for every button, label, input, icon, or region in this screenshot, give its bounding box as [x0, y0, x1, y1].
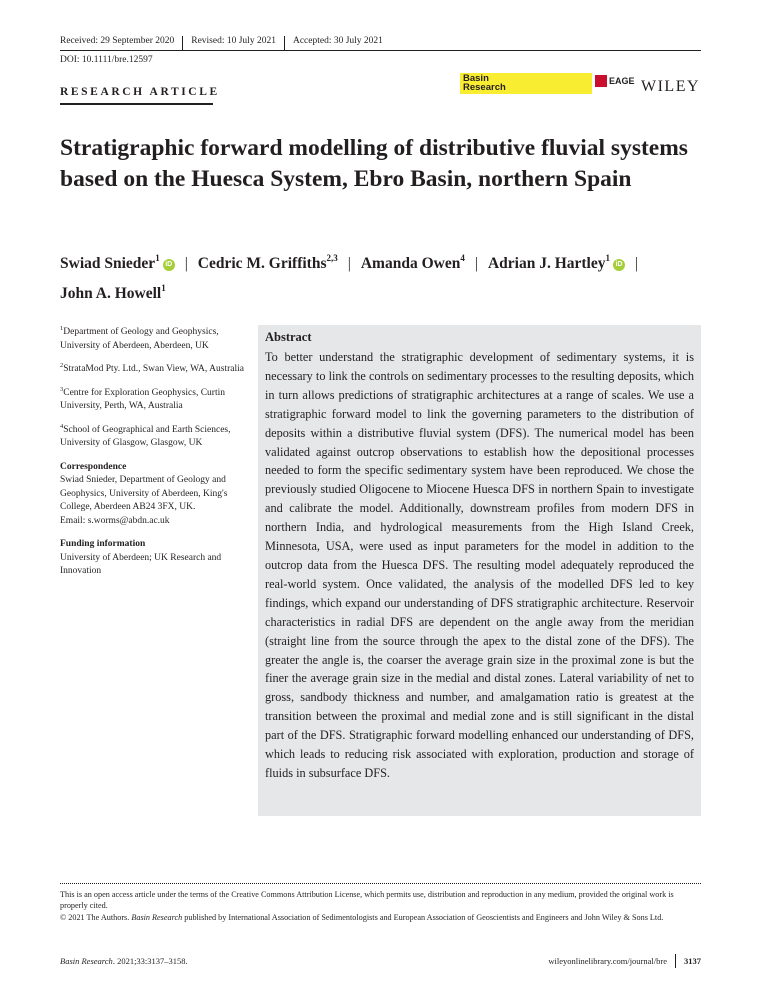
divider — [182, 36, 183, 50]
copyright-text: © 2021 The Authors. Basin Research published by International Association of Sedimentologists and European Association of Geoscientists and Engineers and John Wiley & Sons Ltd. — [60, 913, 664, 922]
email-link[interactable]: Email: s.worms@abdn.ac.uk — [60, 515, 170, 526]
article-dates — [60, 36, 383, 50]
license-note — [60, 889, 701, 924]
footnote-rule — [60, 883, 701, 884]
author[interactable]: Swiad Snieder$^1$iD — [60, 255, 175, 272]
journal-logo-text: Basin Research — [463, 73, 506, 93]
article-type-rule — [60, 103, 213, 105]
affiliation: $^1$Department of Geology and Geophysics, University of Aberdeen, Aberdeen, UK — [60, 325, 219, 351]
abstract-heading: Abstract — [265, 330, 312, 344]
page-footer — [60, 954, 701, 968]
correspondence-heading: Correspondence — [60, 461, 127, 472]
author[interactable]: John A. Howell$^1$ — [60, 283, 166, 302]
header-rule — [60, 50, 701, 51]
eage-logo — [595, 75, 635, 87]
article-type: RESEARCH ARTICLE — [60, 86, 220, 98]
affiliation: $^2$StrataMod Pty. Ltd., Swan View, WA, Australia — [60, 362, 244, 374]
orcid-icon[interactable]: iD — [163, 259, 175, 271]
affiliation: $^3$Centre for Exploration Geophysics, Curtin University, Perth, WA, Australia — [60, 385, 225, 411]
author-list — [60, 246, 710, 306]
author[interactable]: Adrian J. Hartley$^1$iD — [488, 255, 625, 272]
abstract-text: To better understand the stratigraphic development of sedimentary systems, it is necessary to link the controls on sedimentary processes to the resulting deposits, which in turn allows predictions of stratigraphic architectures at a range of scales. We use a stratigraphic forward model to link the governing parameters to the distribution of deposits within a distributive fluvial system (DFS). The numerical model has been validated against outcrop observations to establish how the depositional processes needed to form the specific sedimentary system have been reproduced. We chose the previously studied Oligocene to Miocene Huesca DFS in northern Spain to investigate and calibrate the model. Additionally, downstream profiles from modern DFS in northern India, and hydrological measurements from the High Island Creek, Minnesota, USA, were used as input parameters for the model in addition to the outcrop data from the Huesca DFS. The resulting model adequately reproduced the real-world system. Once validated, the analysis of the modelled DFS led to key findings, which expand our understanding of DFS stratigraphic architecture. Reservoir characteristics in radial DFS are dependent on the angle away from the meridian (straight line from the source through the apex to the distal zone of the DFS). The greater the angle is, the coarser the average grain size in the proximal zone is but the finer the average grain size in the medial and distal zones. Lateral variability of net to gross, sandbody thickness and number, and amalgamation ratio is greatest at the transition between the proximal and medial zone and is still significant in the distal part of the DFS. Stratigraphic forward modelling enhanced our understanding of DFS, which leads to reducing risk associated with exploration, production and storage of fluids in subsurface DFS. — [265, 350, 694, 780]
license-text: This is an open access article under the terms of the Creative Commons Attribution License, which permits use, distribution and reproduction in any medium, provided the original work is properly cited. — [60, 890, 674, 910]
funding-heading: Funding information — [60, 539, 146, 549]
affiliation: $^4$School of Geographical and Earth Sciences, University of Glasgow, Glasgow, UK — [60, 422, 231, 448]
author[interactable]: Amanda Owen$^4$ — [360, 253, 465, 272]
article-title: Stratigraphic forward modelling of distributive fluvial systems based on the Huesca System, Ebro Basin, northern Spain — [60, 135, 688, 192]
divider — [284, 36, 285, 50]
orcid-icon[interactable]: iD — [613, 259, 625, 271]
affiliations-column — [60, 322, 250, 585]
received-date: Received: 29 September 2020 — [60, 36, 175, 46]
correspondence-text: Swiad Snieder, Department of Geology and Geophysics, University of Aberdeen, King's College, Aberdeen AB24 3FX, UK. Email: s.worms@abdn.ac.uk — [60, 475, 228, 526]
author[interactable]: Cedric M. Griffiths$^{2,3}$ — [197, 253, 338, 272]
divider — [675, 954, 676, 968]
doi[interactable]: DOI: 10.1111/bre.12597 — [60, 55, 153, 65]
author-separator: | — [347, 255, 351, 272]
journal-url[interactable]: wileyonlinelibrary.com/journal/bre — [548, 956, 667, 966]
eage-icon — [595, 75, 607, 87]
revised-date: Revised: 10 July 2021 — [191, 36, 276, 46]
author-separator: | — [634, 255, 639, 272]
eage-label: EAGE — [609, 76, 635, 86]
journal-logo — [460, 73, 592, 94]
author-separator: | — [184, 255, 188, 272]
page-number: 3137 — [684, 956, 701, 966]
accepted-date: Accepted: 30 July 2021 — [292, 36, 383, 46]
abstract-box — [258, 325, 701, 816]
funding-text: University of Aberdeen; UK Research and Innovation — [60, 552, 222, 576]
publisher-logo: WILEY — [641, 78, 701, 95]
citation: Basin Research. 2021;33:3137–3158. — [60, 956, 188, 966]
author-separator: | — [474, 255, 478, 272]
